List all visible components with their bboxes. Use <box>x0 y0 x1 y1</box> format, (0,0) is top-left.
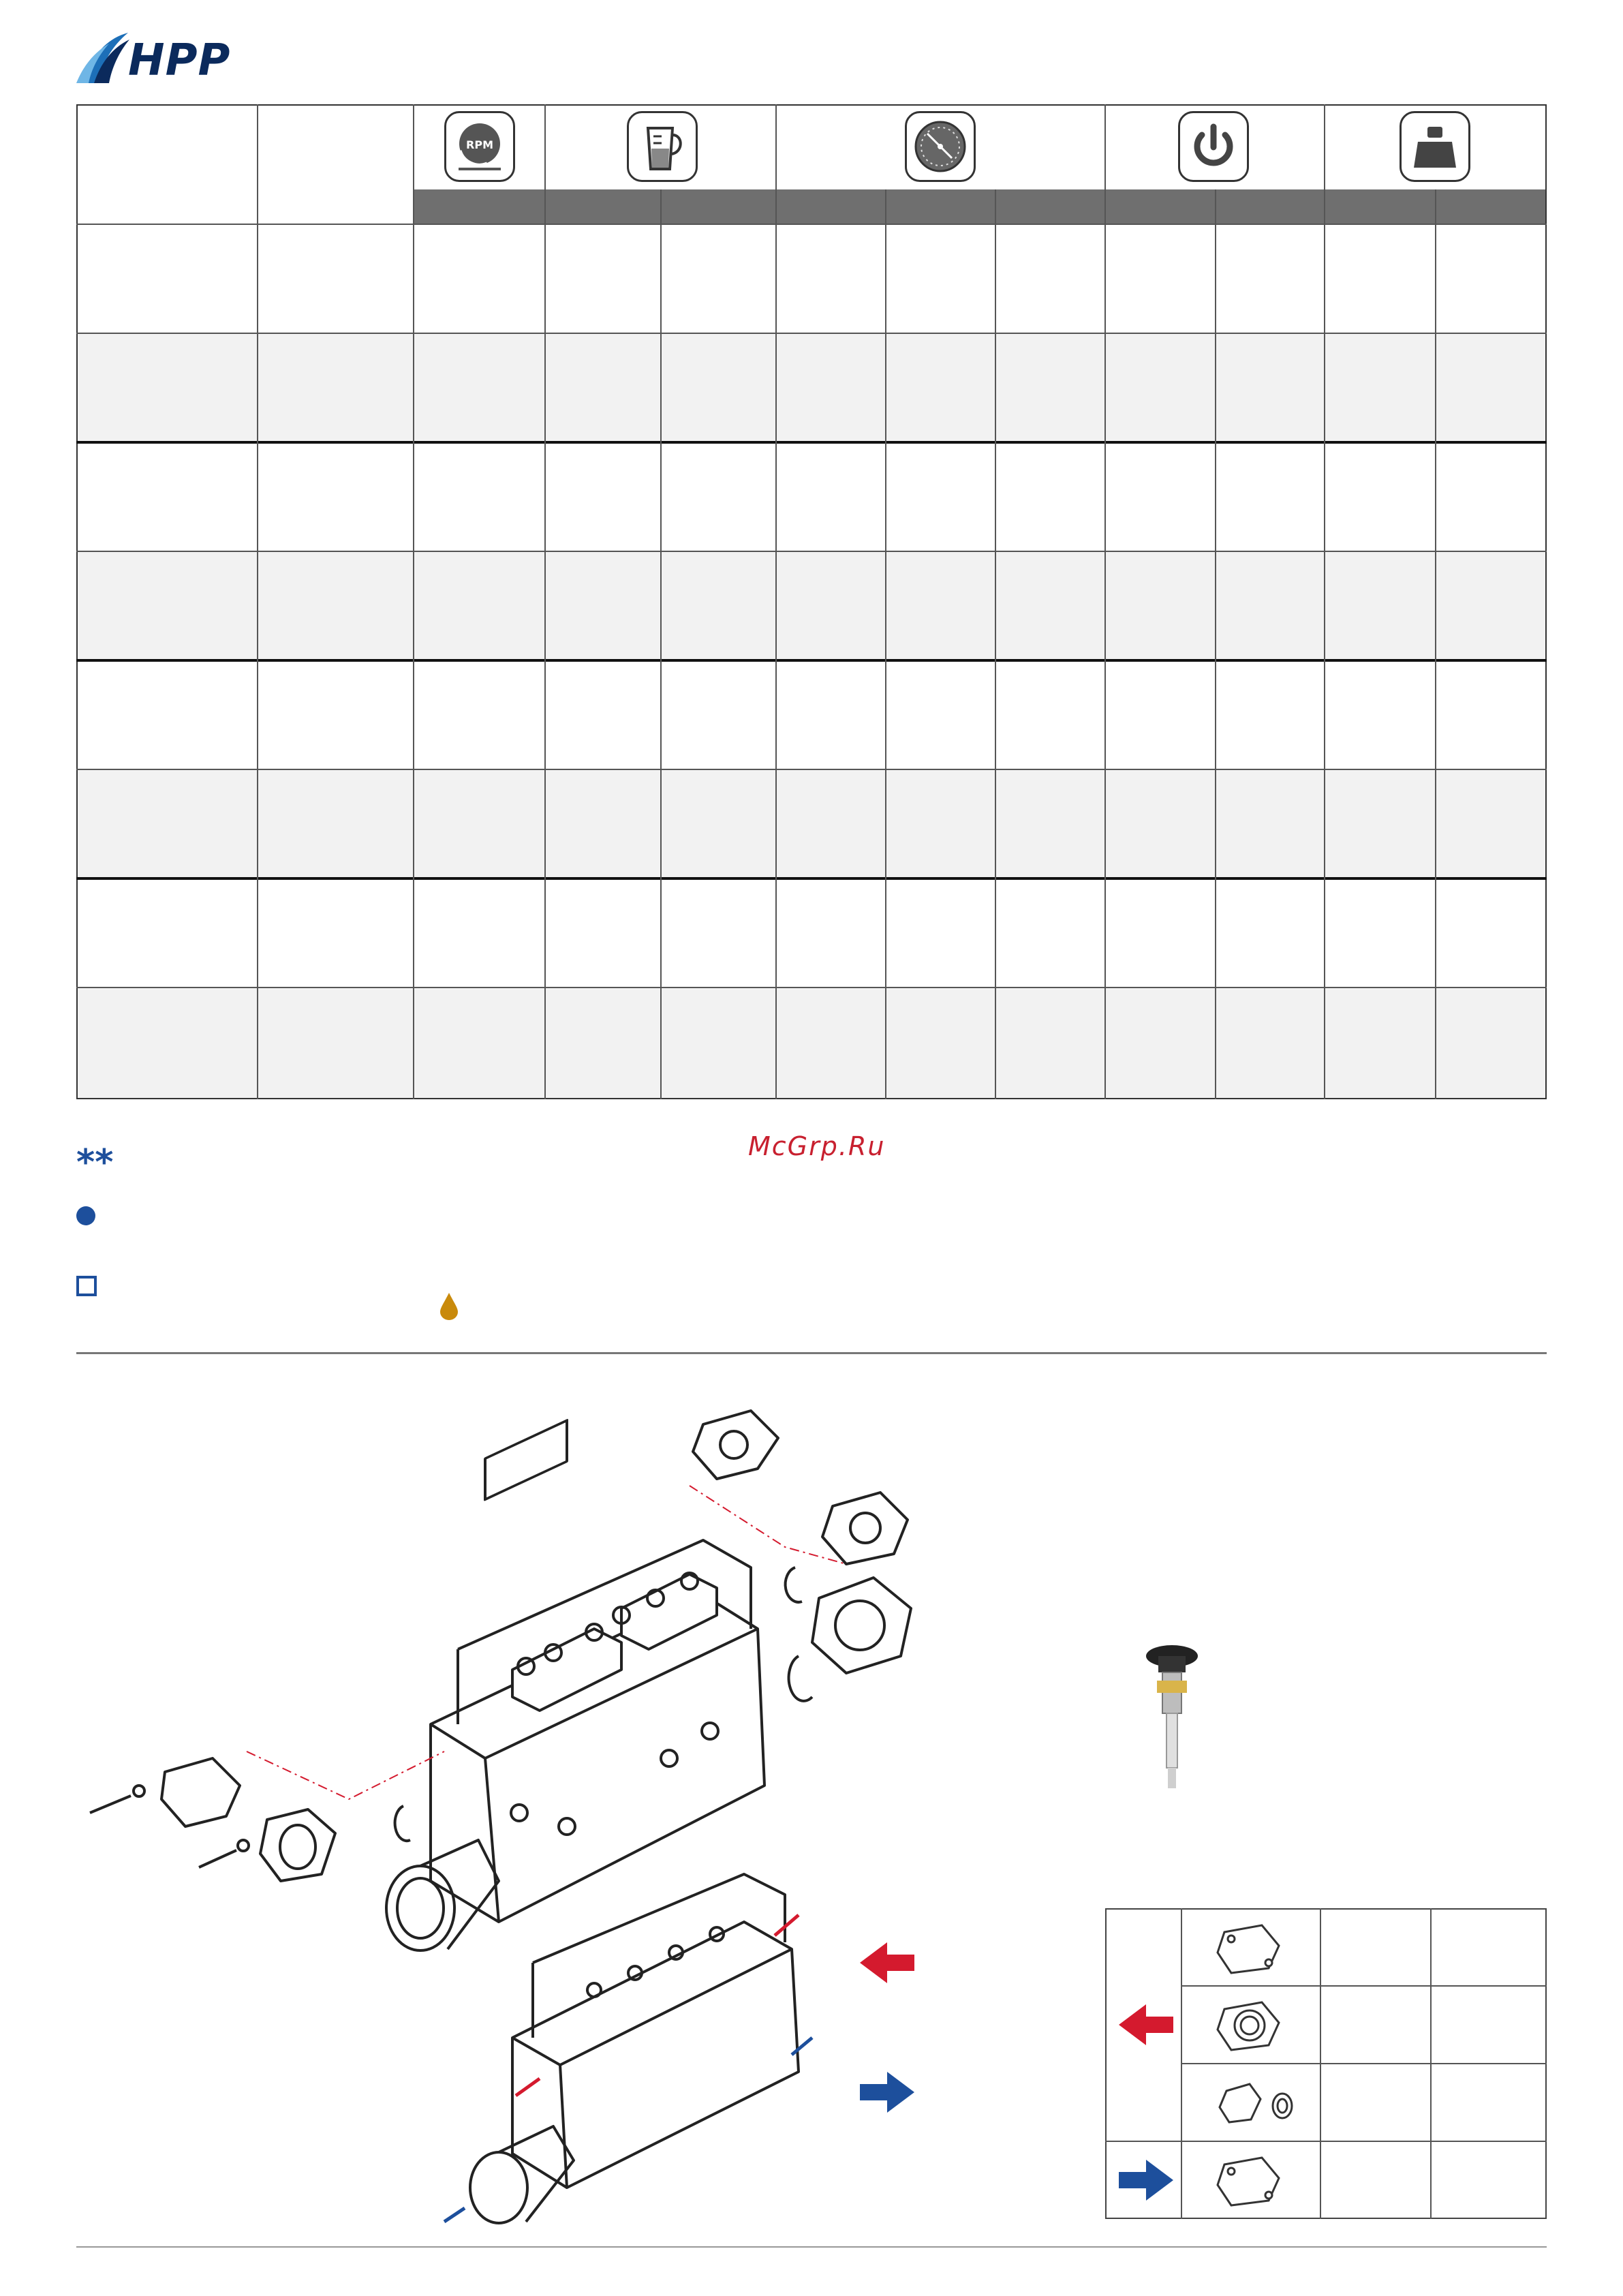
svg-text:RPM: RPM <box>466 138 493 151</box>
footer-divider <box>76 2246 1547 2248</box>
table-grid <box>76 104 1547 1099</box>
double-asterisk-note: ** <box>76 1142 114 1183</box>
outlet-arrow-icon <box>1119 2004 1173 2045</box>
flow-jug-icon <box>627 111 698 182</box>
hpp-swoosh-icon <box>75 29 136 90</box>
oil-drop-icon <box>439 1291 459 1320</box>
brand-logo <box>75 29 252 90</box>
square-outline-icon <box>76 1276 97 1296</box>
ports-table <box>1105 1908 1547 2219</box>
watermark-text: McGrp.Ru <box>748 1131 886 1161</box>
section-divider <box>76 1352 1547 1354</box>
specification-table <box>76 104 1547 1099</box>
inlet-arrow-icon <box>1119 2160 1173 2201</box>
pressure-gauge-icon <box>905 111 976 182</box>
weight-icon <box>1400 111 1470 182</box>
manifold-exploded-diagram <box>76 1404 962 2249</box>
power-icon <box>1178 111 1249 182</box>
blue-dot-icon <box>76 1206 95 1225</box>
logo-text: HPP <box>128 35 231 86</box>
rpm-icon <box>444 111 515 182</box>
valve-photo <box>1131 1636 1213 1799</box>
